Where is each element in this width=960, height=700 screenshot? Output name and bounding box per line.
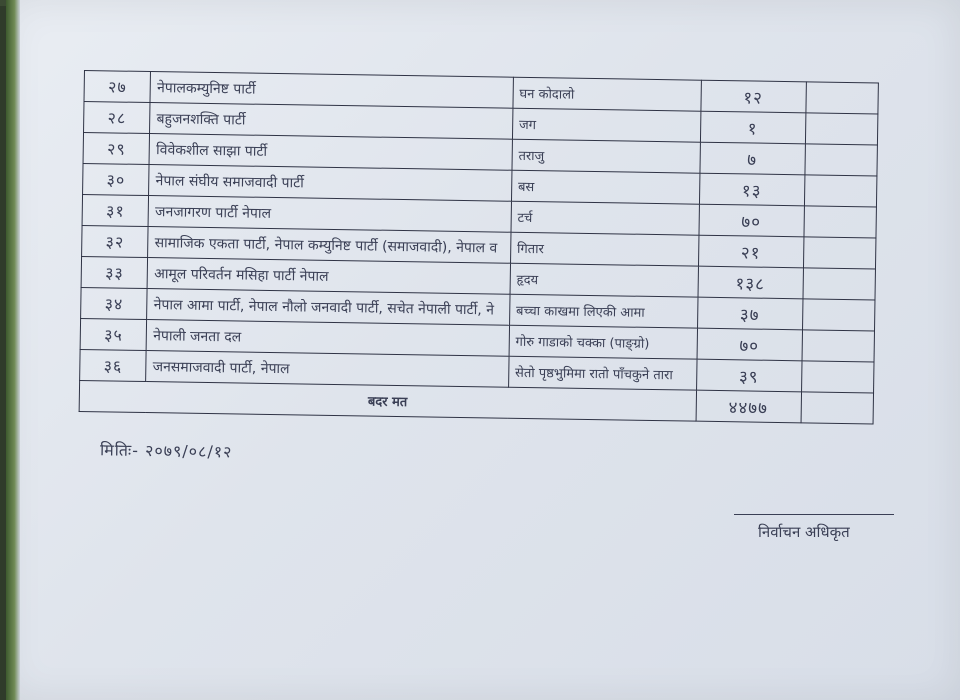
row-number: ३२: [82, 225, 149, 257]
row-number: ३६: [80, 349, 147, 381]
extra-cell: [801, 392, 874, 424]
row-number: ३५: [80, 318, 147, 350]
vote-count: १३८: [698, 266, 803, 299]
vote-count: ७०: [698, 204, 803, 237]
election-symbol: हृदय: [510, 263, 698, 297]
extra-cell: [804, 175, 877, 207]
signature-line: [734, 514, 894, 515]
row-number: ३१: [82, 194, 149, 226]
party-name: बहुजनशक्ति पार्टी: [150, 103, 513, 140]
extra-cell: [801, 361, 874, 393]
paper-sheet: [6, 0, 960, 700]
row-number: ३४: [81, 287, 148, 319]
extra-cell: [802, 330, 875, 362]
vote-count: ३७: [697, 297, 802, 330]
results-table: [79, 70, 879, 424]
extra-cell: [805, 113, 878, 145]
election-symbol: जग: [512, 108, 700, 142]
date-label: मितिः- २०७९/०८/१२: [99, 440, 233, 462]
row-number: २९: [83, 133, 150, 165]
party-name: विवेकशील साझा पार्टी: [149, 134, 512, 171]
row-number: २७: [84, 71, 151, 103]
left-background-edge: [6, 0, 20, 700]
extra-cell: [805, 82, 878, 114]
party-name: सामाजिक एकता पार्टी, नेपाल कम्युनिष्ट पार्टी (समाजवादी), नेपाल व: [148, 227, 511, 264]
vote-count: १: [700, 111, 805, 144]
extra-cell: [803, 237, 876, 269]
vote-count: १३: [699, 173, 804, 206]
extra-cell: [802, 268, 875, 300]
election-symbol: बस: [511, 170, 699, 204]
election-symbol: टर्च: [511, 201, 699, 235]
extra-cell: [802, 299, 875, 331]
signature-label: निर्वाचन अधिकृत: [758, 523, 850, 541]
party-name: जनजागरण पार्टी नेपाल: [148, 196, 511, 233]
invalid-votes-label: बदर मत: [79, 380, 696, 421]
row-number: २८: [84, 102, 151, 134]
row-number: ३३: [81, 256, 148, 288]
election-symbol: तराजु: [512, 139, 700, 173]
party-name: आमूल परिवर्तन मसिहा पार्टी नेपाल: [147, 258, 510, 295]
party-name: नेपालकम्युनिष्ट पार्टी: [150, 72, 513, 109]
vote-count: ३९: [696, 359, 801, 392]
vote-count: १२: [700, 80, 805, 113]
vote-count: २१: [698, 235, 803, 268]
extra-cell: [804, 144, 877, 176]
election-symbol: बच्चा काखमा लिएकी आमा: [509, 294, 697, 328]
invalid-votes-count: ४४७७: [696, 390, 801, 423]
vote-count: ७: [699, 142, 804, 175]
election-symbol: गितार: [510, 232, 698, 266]
vote-count: ७०: [697, 328, 802, 361]
results-sheet: [78, 70, 914, 483]
party-name: नेपाल संघीय समाजवादी पार्टी: [149, 165, 512, 202]
election-symbol: गोरु गाडाको चक्का (पाङ्ग्रो): [509, 325, 697, 359]
row-number: ३०: [83, 163, 150, 195]
extra-cell: [803, 206, 876, 238]
party-name: जनसमाजवादी पार्टी, नेपाल: [146, 351, 509, 388]
election-symbol: घन कोदालो: [513, 77, 701, 111]
party-name: नेपाल आमा पार्टी, नेपाल नौलो जनवादी पार्टी, सचेत नेपाली पार्टी, ने: [147, 289, 510, 326]
party-name: नेपाली जनता दल: [146, 320, 509, 357]
election-symbol: सेतो पृष्ठभुमिमा रातो पाँचकुने तारा: [508, 356, 696, 390]
